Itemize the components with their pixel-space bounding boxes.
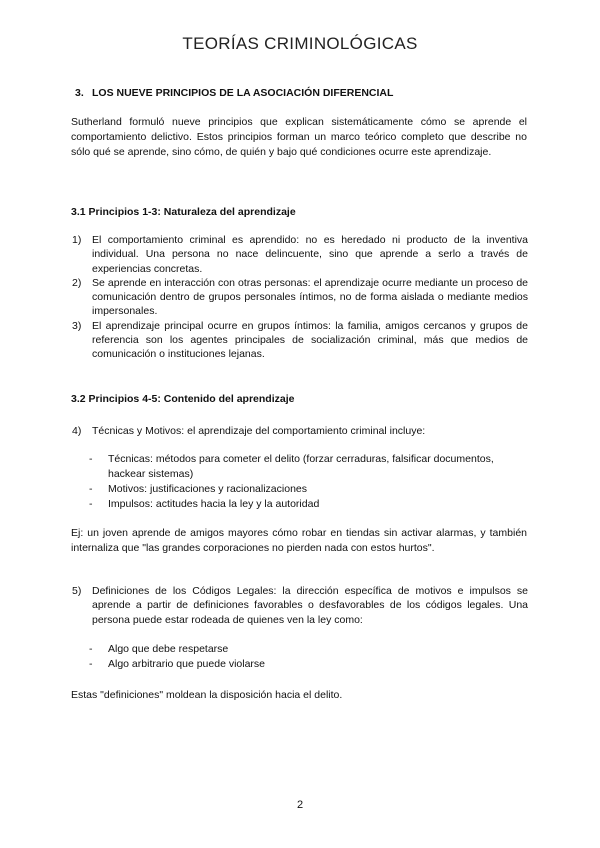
principle-5 [72, 584, 528, 627]
subsection-1-title: 3.1 Principios 1-3: Naturaleza del aprendizaje [71, 206, 296, 218]
example-paragraph: Ej: un joven aprende de amigos mayores cómo robar en tiendas sin activar alarmas, y también internaliza que "las grandes corporaciones no pierden nada con estos hurtos". [71, 527, 527, 554]
bullet-text: Impulsos: actitudes hacia la ley y la autoridad [108, 498, 320, 510]
intro-paragraph: Sutherland formuló nueve principios que explican sistemáticamente cómo se aprende el comportamiento delictivo. Estos principios forman un marco teórico completo que describe no sólo qué se aprende, sino cómo, de quién y bajo qué condiciones ocurre este aprendizaje. [71, 116, 527, 158]
principle-4-bullets [89, 452, 527, 512]
section-heading [75, 87, 393, 99]
list-item-text: Definiciones de los Códigos Legales: la dirección específica de motivos e impulsos se aprende a partir de definiciones favorables o desfavorables de los códigos legales. Una persona puede estar rodeada de quienes ven la ley como: [92, 585, 528, 626]
bullet-item: - Motivos: justificaciones y racionalizaciones [89, 482, 527, 497]
list-marker: 3) [72, 319, 82, 332]
list-item [72, 584, 528, 627]
bullet-text: Técnicas: métodos para cometer el delito (forzar cerraduras, falsificar documentos, hackear sistemas) [108, 453, 494, 480]
list-item-text: Se aprende en interacción con otras personas: el aprendizaje ocurre mediante un proceso de comunicación dentro de grupos personales íntimos, no de forma aislada o mediante medios impersonales. [92, 276, 528, 318]
list-item [72, 319, 528, 362]
page-title: TEORÍAS CRIMINOLÓGICAS [182, 34, 418, 53]
list-item-text: Técnicas y Motivos: el aprendizaje del comportamiento criminal incluye: [92, 425, 426, 437]
bullet-item: - Algo que debe respetarse [89, 642, 527, 657]
list-item [72, 233, 528, 276]
list-marker: 4) [72, 425, 82, 437]
list-marker: 1) [72, 234, 82, 246]
list-marker: 5) [72, 585, 82, 597]
bullet-item: - Técnicas: métodos para cometer el delito (forzar cerraduras, falsificar documentos, hackear sistemas) [89, 452, 527, 482]
list-item-text: El aprendizaje principal ocurre en grupos íntimos: la familia, amigos cercanos y grupos de referencia son los agentes principales de socialización criminal, más que medios de comunicación o instituciones lejanas. [92, 319, 528, 361]
principle-4 [72, 424, 528, 438]
section-title: LOS NUEVE PRINCIPIOS DE LA ASOCIACIÓN DIFERENCIAL [92, 87, 394, 99]
subsection-2-title: 3.2 Principios 4-5: Contenido del aprendizaje [71, 393, 295, 405]
bullet-item: - Impulsos: actitudes hacia la ley y la autoridad [89, 497, 527, 512]
list-marker: 2) [72, 276, 82, 289]
list-item [72, 276, 528, 319]
principle-5-bullets [89, 642, 527, 672]
section-number: 3. [75, 87, 84, 99]
closing-paragraph: Estas "definiciones" moldean la disposición hacia el delito. [71, 689, 343, 701]
bullet-text: Motivos: justificaciones y racionalizaciones [108, 483, 308, 495]
list-item-text: El comportamiento criminal es aprendido: no es heredado ni producto de la inventiva individual. Una persona no nace delincuente, sino que aprende a serlo a través de experiencias concretas. [92, 234, 528, 275]
bullet-text: Algo que debe respetarse [108, 643, 229, 655]
bullet-item: - Algo arbitrario que puede violarse [89, 657, 527, 672]
bullet-text: Algo arbitrario que puede violarse [108, 658, 266, 670]
principles-1-3-list [72, 233, 528, 362]
list-item [72, 424, 528, 438]
page-number: 2 [296, 799, 304, 811]
